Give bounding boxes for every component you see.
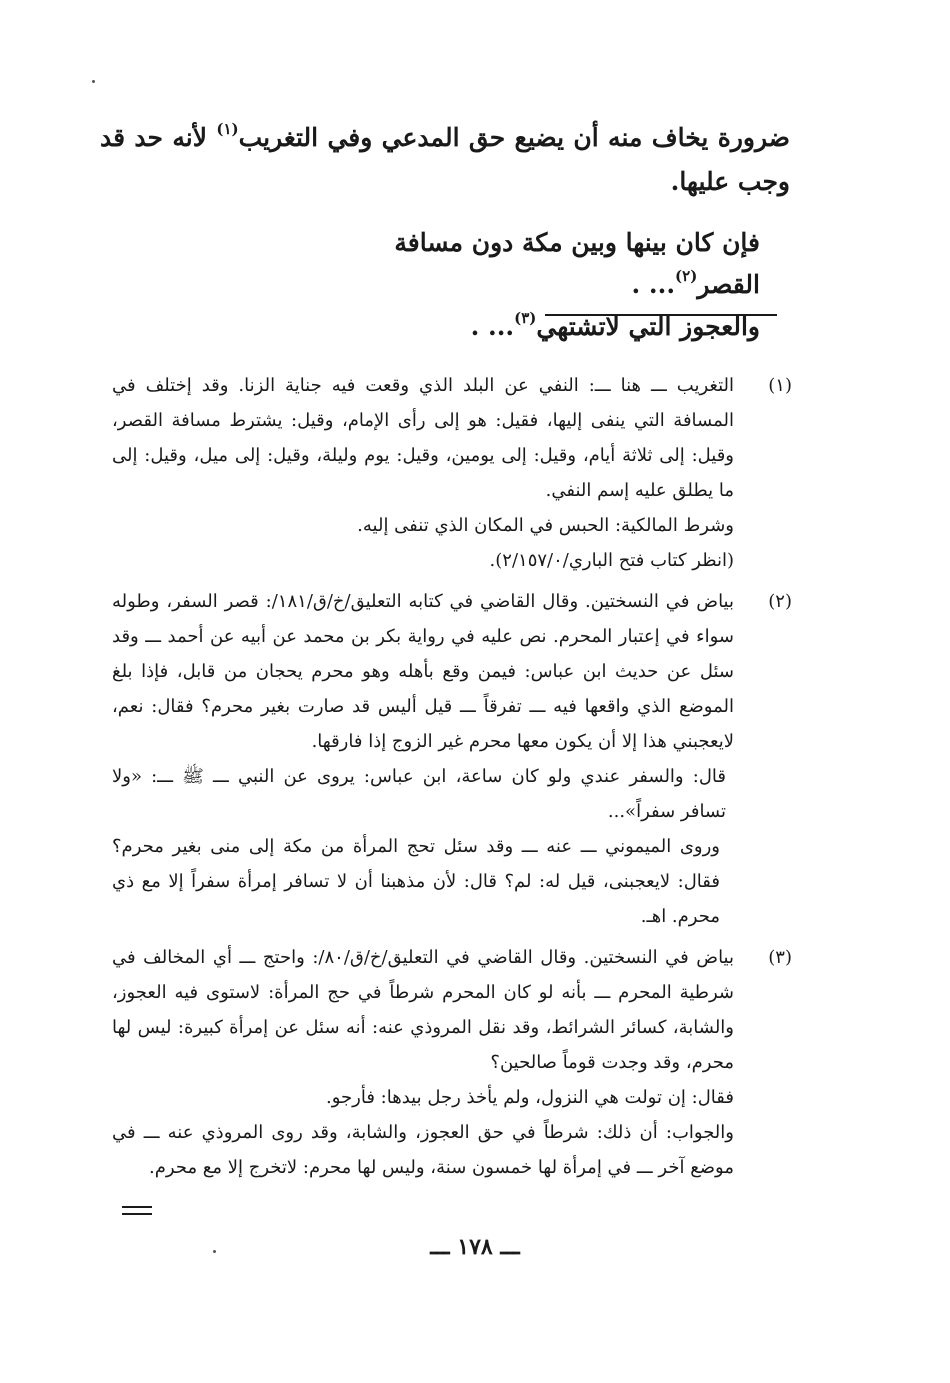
footnote-3 — [112, 940, 792, 1185]
footnote-paragraph: فقال: إن تولت هي النزول، ولم يأخذ رجل بيدها: فأرجو. — [326, 1087, 734, 1108]
main-text-segment: لأنه حد قد وجب — [100, 123, 790, 196]
scan-speck — [92, 80, 95, 83]
verse-text: والعجوز التي لاتشتهي — [536, 312, 760, 341]
end-mark — [122, 1206, 152, 1220]
footnote-paragraph: وشرط المالكية: الحبس في المكان الذي تنفى إليه. — [357, 515, 734, 536]
verse-ellipsis: ... . — [631, 270, 676, 299]
footnote-paragraph: بياض في النسختين. وقال القاضي في التعليق/خ/ق/٨٠/: واحتج ـــ أي المخالف في شرطية المحرم ـــ بأنه لو كان المحرم شرطاً في حج المرأة: لاستوى فيه العجوز، والشابة، كسائر الشرائط، وقد نقل المروذي عنه: أنه سئل عن إمرأة كبيرة: ليس لها محرم، وقد وجدت قوماً صالحين؟ — [112, 947, 734, 1073]
footnote-number: (٣) — [768, 947, 792, 968]
verse-ellipsis: ... . — [470, 312, 515, 341]
end-mark-line — [122, 1206, 152, 1208]
footnote-paragraph: قال: والسفر عندي ولو كان ساعة، ابن عباس: يروى عن النبي ـــ ﷺ ـــ: «ولا تسافر سفراً»... — [112, 766, 726, 822]
verse-line — [300, 222, 760, 306]
footnote-1 — [112, 368, 792, 578]
footnote-separator — [545, 314, 777, 316]
main-text-segment: ضرورة يخاف منه أن يضيع حق المدعي وفي التغريب — [238, 123, 790, 152]
scan-speck — [213, 1250, 216, 1253]
footnote-paragraph: وروى الميموني ـــ عنه ـــ وقد سئل تحج المرأة من مكة إلى منى بغير محرم؟ فقال: لايعجبنى، قيل له: لم؟ قال: لأن مذهبنا أن لا تسافر إمرأة سفراً إلا مع ذي محرم. اهـ. — [112, 836, 720, 927]
footnote-number: (٢) — [768, 591, 792, 612]
verse-text: فإن كان بينها وبين مكة دون مسافة القصر — [394, 228, 760, 299]
footnote-number: (١) — [768, 375, 792, 396]
footnote-paragraph: (انظر كتاب فتح الباري/٢/١٥٧/٠). — [489, 550, 734, 571]
main-text — [100, 116, 790, 204]
footnote-paragraph: والجواب: أن ذلك: شرطاً في حق العجوز، والشابة، وقد روى المروذي عنه ـــ في موضع آخر ـــ في إمرأة لها خمسون سنة، وليس لها محرم: لاتخرج إلا مع محرم. — [112, 1122, 734, 1178]
footnote-marker: (٢) — [675, 267, 698, 286]
footnote-marker: (١) — [216, 120, 239, 139]
footnote-paragraph: بياض في النسختين. وقال القاضي في كتابه التعليق/خ/ق/١٨١/: قصر السفر، وطوله سواء في إعتبار المحرم. نص عليه في رواية بكر بن محمد عن أبيه عن أحمد ـــ وقد سئل عن حديث ابن عباس: فيمن وقع بأهله وهو محرم يحجان من قابل، فإذا بلغ الموضع الذي واقعها فيه ـــ تفرقاً ـــ قيل أليس قد صارت بغير محرم؟ فقال: نعم، لايعجبني هذا إلا أن يكون معها محرم غير الزوج إذا فارقها. — [112, 591, 734, 752]
page-number: ـــ ١٧٨ ـــ — [430, 1234, 520, 1260]
footnote-2 — [112, 584, 792, 934]
footnote-marker: (٣) — [514, 309, 537, 328]
main-text-segment: عليها. — [670, 167, 730, 196]
end-mark-line — [122, 1213, 152, 1215]
footnote-paragraph: التغريب ـــ هنا ـــ: النفي عن البلد الذي وقعت فيه جناية الزنا. وقد إختلف في المسافة التي ينفى إليها، فقيل: هو إلى رأى الإمام، وقيل: يشترط مسافة القصر، وقيل: إلى ثلاثة أيام، وقيل: إلى يومين، وقيل: يوم وليلة، وقيل: إلى ميل، وقيل: إلى ما يطلق عليه إسم النفي. — [112, 375, 734, 501]
footnotes — [112, 368, 792, 1191]
verse-block — [300, 222, 760, 348]
verse-line — [300, 306, 760, 348]
main-paragraph — [100, 116, 790, 204]
